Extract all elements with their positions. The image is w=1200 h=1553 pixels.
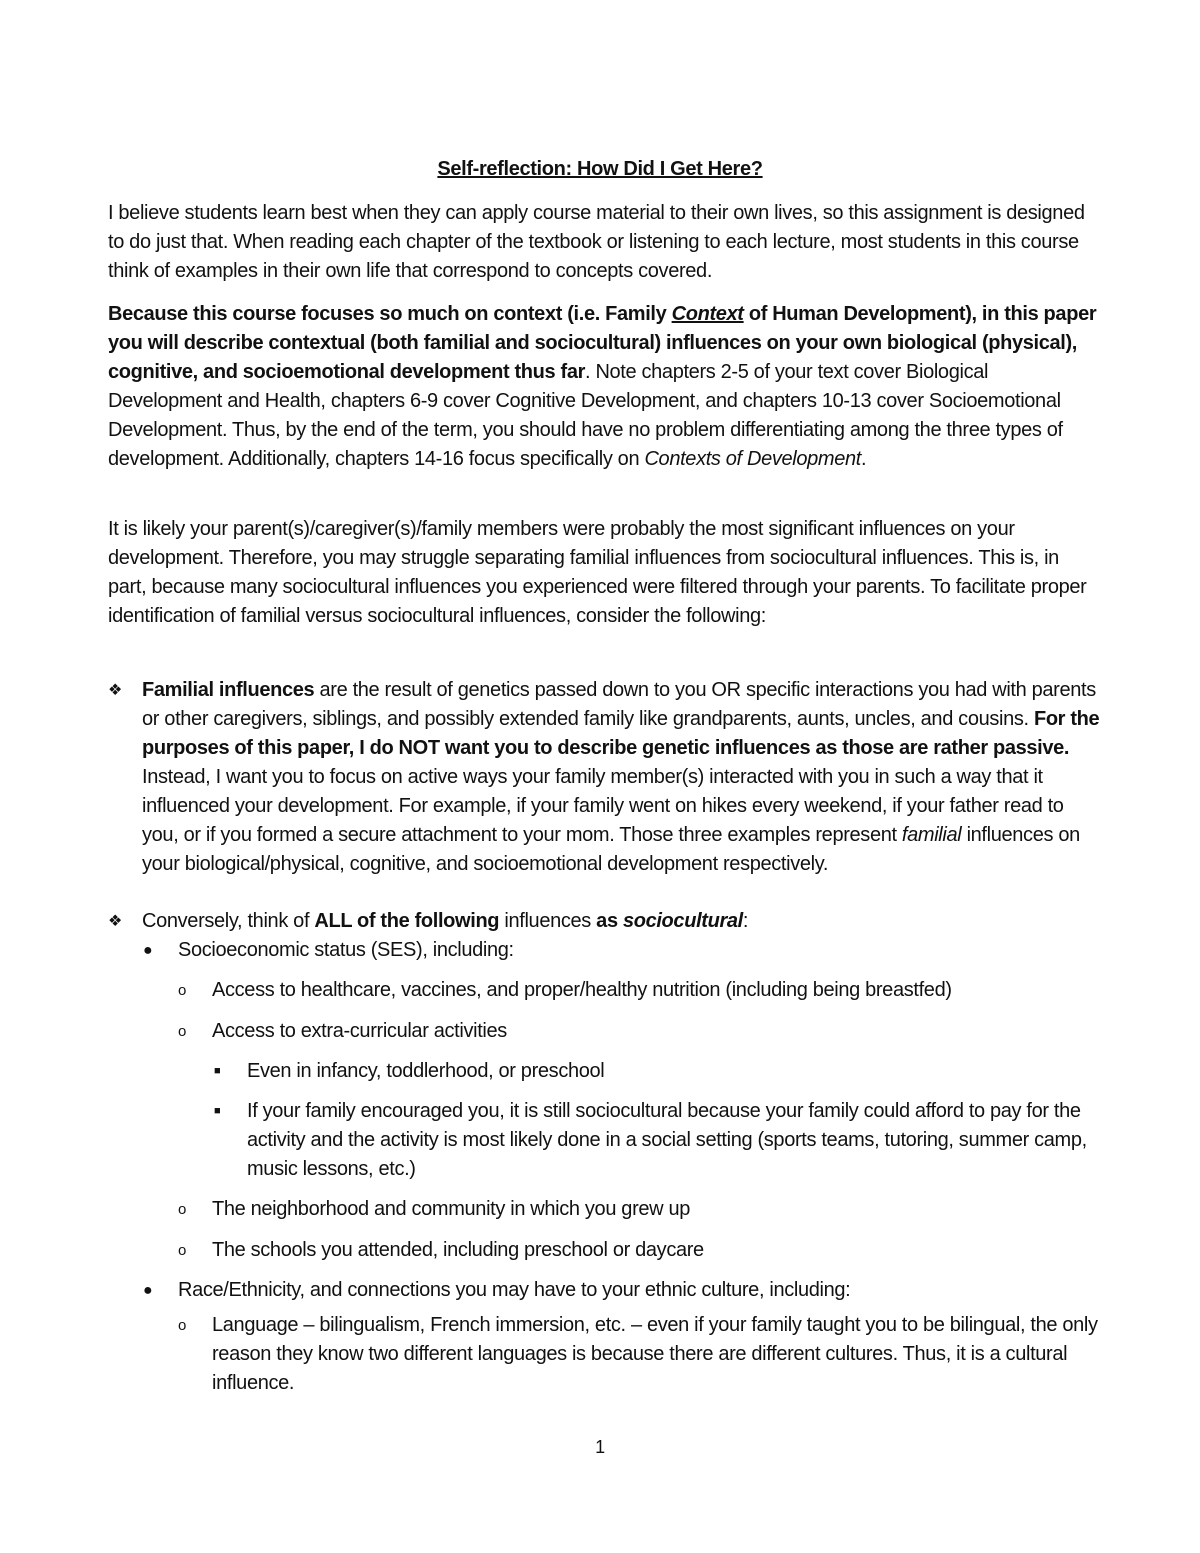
- body-text: Conversely, think of: [142, 910, 315, 932]
- circle-bullet-icon: o: [178, 1242, 186, 1259]
- list-item-text: Access to healthcare, vaccines, and proper/healthy nutrition (including being breastfed): [212, 979, 952, 1001]
- family-paragraph: It is likely your parent(s)/caregiver(s)/family members were probably the most significant influences on your development. Therefore, you may struggle separating familial influences from sociocultural influences. This is, in part, because many sociocultural influences you experienced were filtered through your parents. To facilitate proper identification of familial versus sociocultural influences, consider the following:: [108, 518, 1087, 627]
- intro-paragraph: I believe students learn best when they can apply course material to their own lives, so this assignment is designed to do just that. When reading each chapter of the textbook or listening to each lecture, most students in this course think of examples in their own life that correspond to concepts covered.: [108, 202, 1085, 282]
- list-item-text: Socioeconomic status (SES), including:: [178, 939, 514, 961]
- list-item-text: [142, 907, 1102, 936]
- list-item-text: Language – bilingualism, French immersion, etc. – even if your family taught you to be bilingual, the only reason they know two different languages is because there are different cultures. Thus, it is a cultural influence.: [212, 1314, 1098, 1394]
- body-text: influences: [499, 910, 597, 932]
- diamond-bullet-icon: ❖: [108, 682, 122, 699]
- emphasis-text: For the purposes of this paper, I do NOT want you to describe genetic influences as those are rather passive.: [142, 708, 1100, 759]
- body-text: influences on your biological/physical, cognitive, and socioemotional development respectively.: [142, 824, 1080, 875]
- list-item-text: The schools you attended, including preschool or daycare: [212, 1239, 704, 1261]
- square-bullet-icon: ■: [214, 1105, 221, 1117]
- emphasis-text: Familial influences: [142, 679, 315, 701]
- circle-bullet-icon: o: [178, 982, 186, 999]
- list-item-text: Even in infancy, toddlerhood, or preschool: [247, 1060, 605, 1082]
- italic-text: Contexts of Development: [644, 448, 861, 470]
- punctuation: .: [860, 448, 867, 470]
- body-text: are the result of genetics passed down to you OR specific interactions you had with parents or other caregivers, siblings, and possibly extended family like grandparents, aunts, uncles, and cousins.: [142, 679, 1096, 730]
- list-item-text: The neighborhood and community in which you grew up: [212, 1198, 691, 1220]
- context-paragraph: [108, 300, 1098, 474]
- list-item-text: If your family encouraged you, it is still sociocultural because your family could afford to pay for the activity and the activity is most likely done in a social setting (sports teams, tutoring, summer camp, music lessons, etc.): [247, 1100, 1087, 1180]
- body-text: . Note chapters 2-5 of your text cover Biological Development and Health, chapters 6-9 cover Cognitive Development, and chapters 10-13 cover Socioemotional Development. Thus, by the end of the term, you should have no problem differentiating among the three types of development. Additionally, chapters 14-16 focus specifically on: [108, 361, 1063, 470]
- emphasis-text: Because this course focuses so much on context (i.e. Family: [108, 303, 672, 325]
- page-number: 1: [595, 1437, 605, 1457]
- circle-bullet-icon: o: [178, 1317, 186, 1334]
- emphasis-text: ALL of the following: [314, 910, 500, 932]
- document-title: Self-reflection: How Did I Get Here?: [437, 158, 763, 180]
- square-bullet-icon: ■: [214, 1065, 221, 1077]
- italic-text: familial: [901, 824, 962, 846]
- italic-emphasis-text: sociocultural: [622, 910, 743, 932]
- emphasis-text: as: [596, 910, 623, 932]
- list-item-text: Access to extra-curricular activities: [212, 1020, 507, 1042]
- circle-bullet-icon: o: [178, 1023, 186, 1040]
- emphasis-text: of Human Development), in this paper you will describe contextual (both familial and sociocultural) influences on your own biological (physical), cognitive, and socioemotional development thus far: [108, 303, 1097, 383]
- context-emphasis: Context: [671, 303, 744, 325]
- list-item-text: [142, 676, 1102, 879]
- punctuation: :: [742, 910, 749, 932]
- disc-bullet-icon: ●: [143, 942, 153, 959]
- circle-bullet-icon: o: [178, 1201, 186, 1218]
- body-text: Instead, I want you to focus on active ways your family member(s) interacted with you in such a way that it influenced your development. For example, if your family went on hikes every weekend, if your father read to you, or if you formed a secure attachment to your mom. Those three examples represent: [142, 766, 1064, 846]
- disc-bullet-icon: ●: [143, 1282, 153, 1299]
- list-item-text: Race/Ethnicity, and connections you may have to your ethnic culture, including:: [178, 1279, 851, 1301]
- diamond-bullet-icon: ❖: [108, 913, 122, 930]
